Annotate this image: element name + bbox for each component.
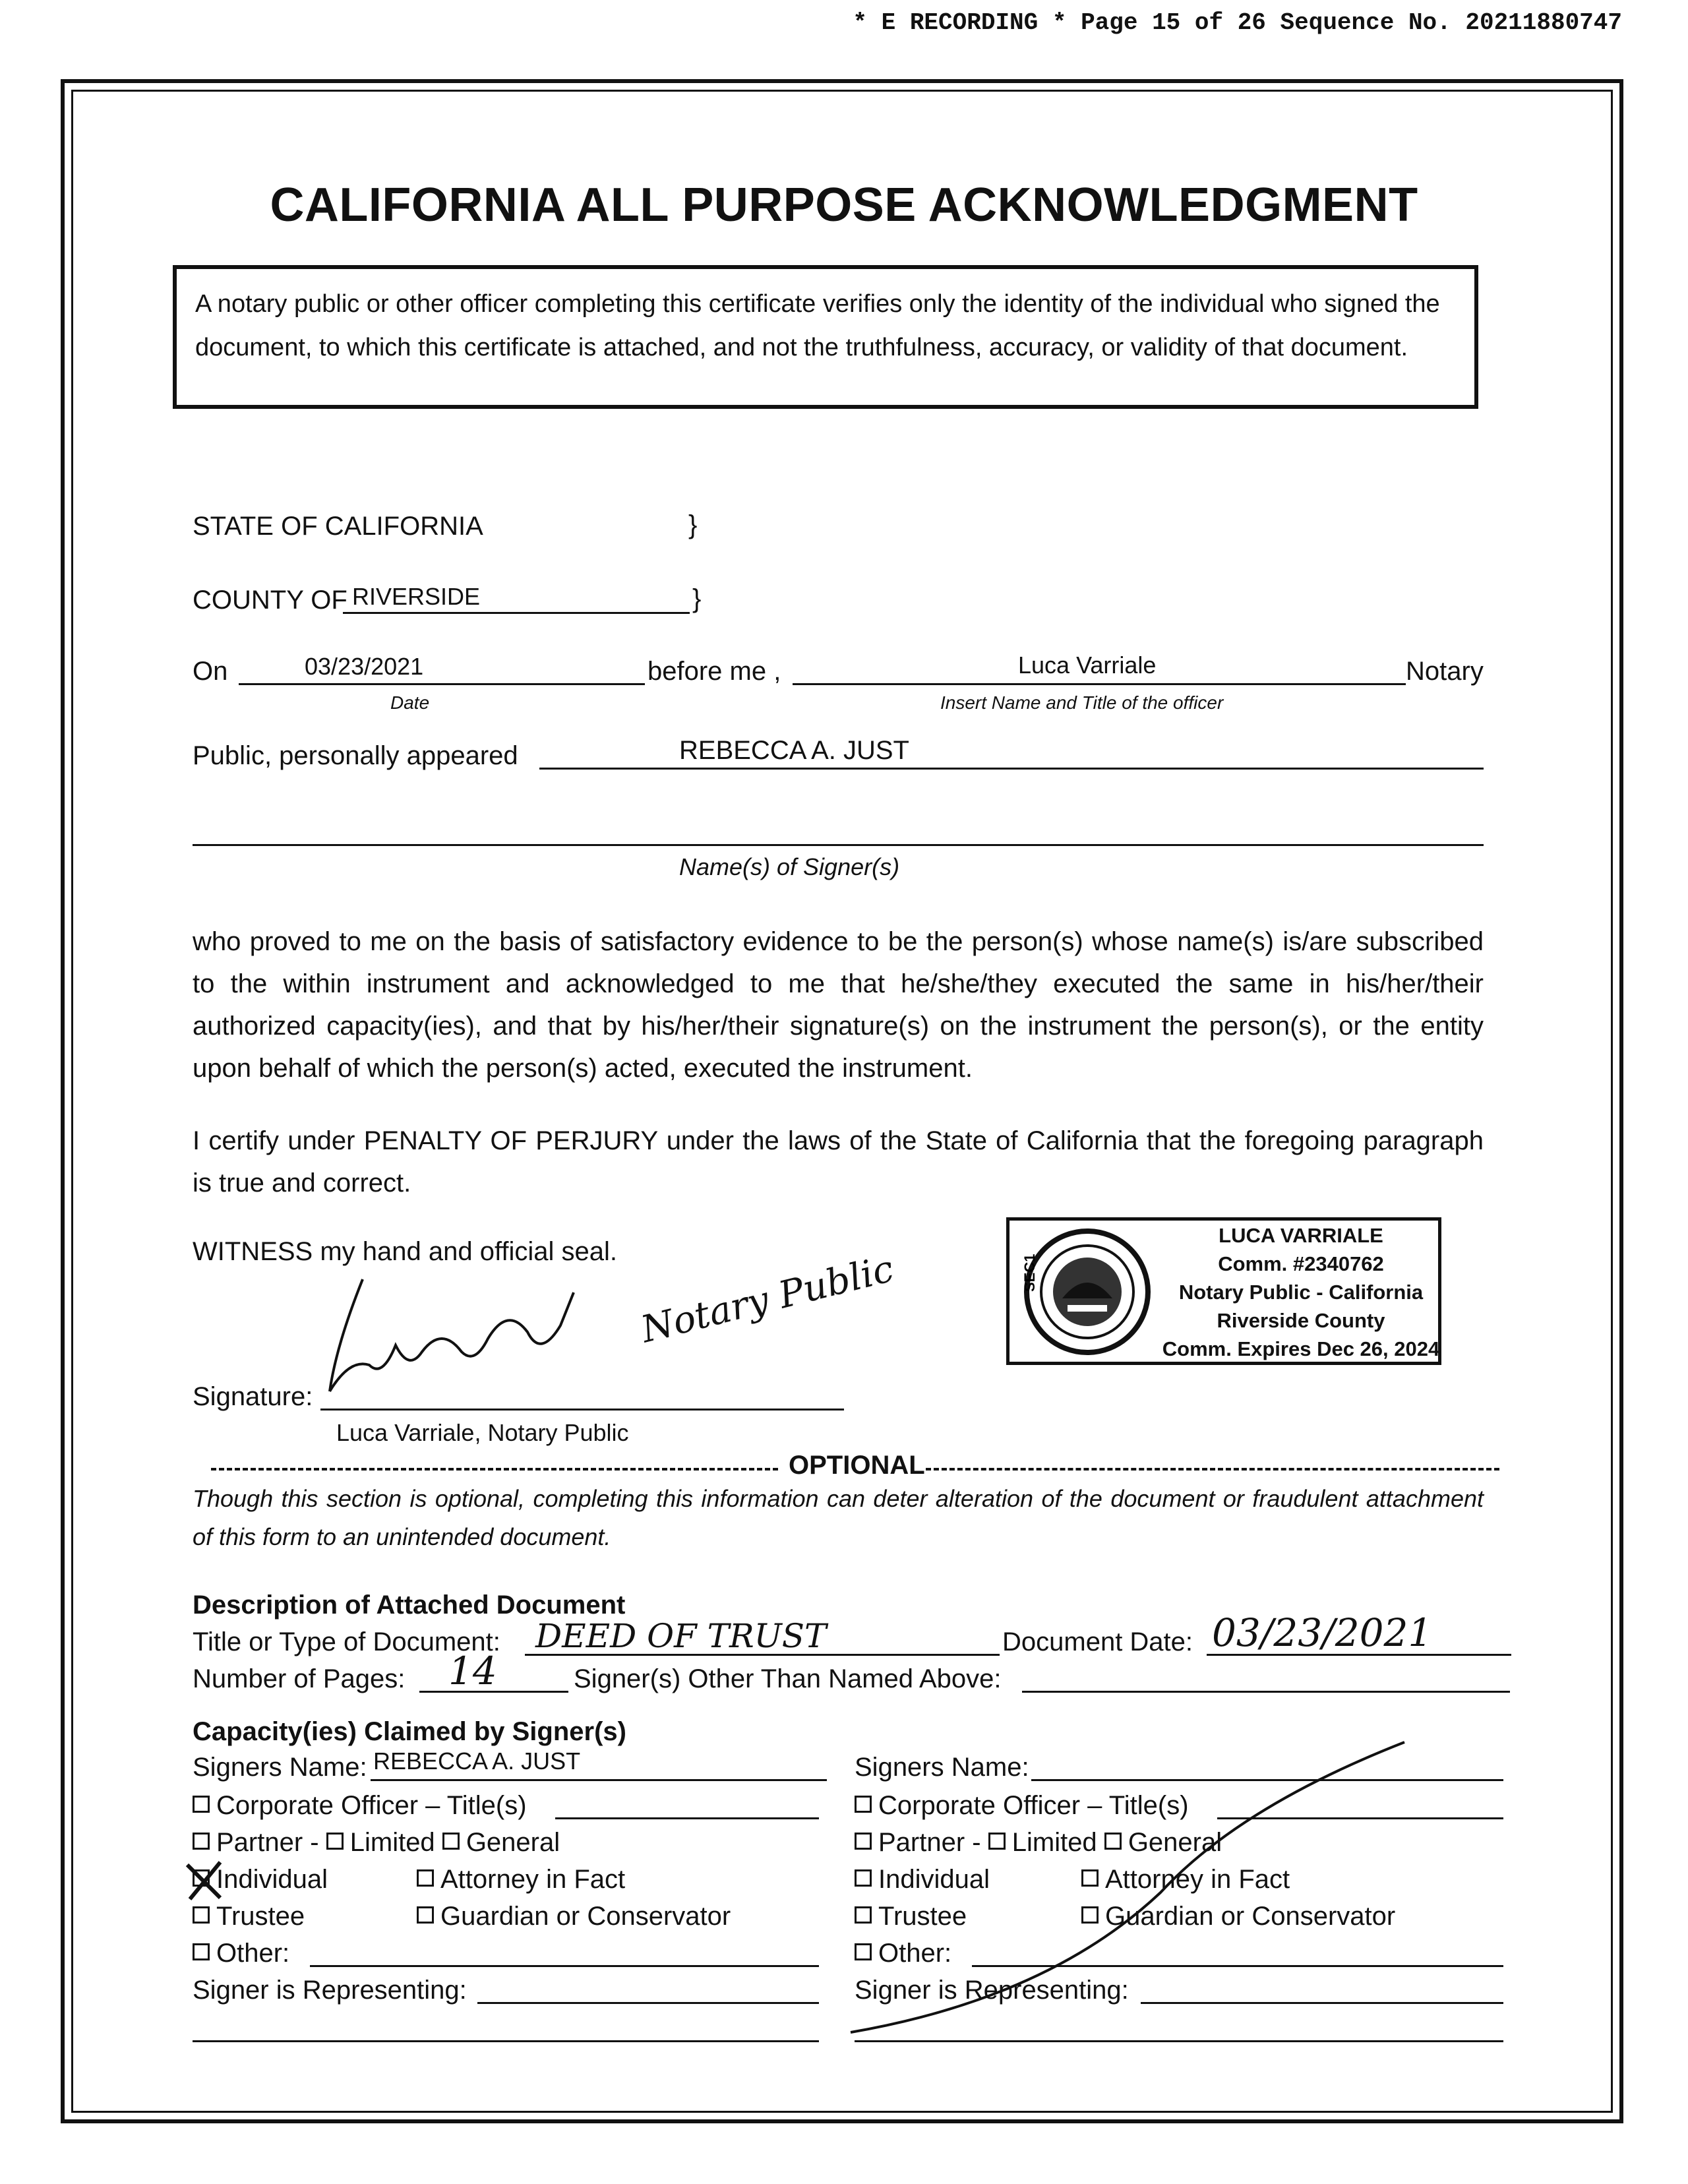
signature-printed-name: Luca Varriale, Notary Public (336, 1419, 629, 1446)
pages-label: Number of Pages: (193, 1664, 406, 1693)
doc-title-value: DEED OF TRUST (535, 1617, 827, 1655)
doc-title-label: Title or Type of Document: (193, 1627, 500, 1656)
left-representing-line-2 (193, 2040, 819, 2042)
seal-text (1159, 1221, 1443, 1363)
county-value: RIVERSIDE (352, 583, 481, 610)
seal-line-county: Riverside County (1217, 1309, 1385, 1332)
right-column-strike-line (831, 1734, 1411, 2038)
left-partner-row: Partner - Limited General (193, 1828, 560, 1858)
right-other-row: Other: (855, 1939, 951, 1968)
right-partner-row: Partner - Limited General (855, 1828, 1222, 1858)
before-me-label: before me , (648, 657, 781, 686)
capacities-heading: Capacity(ies) Claimed by Signer(s) (193, 1717, 626, 1746)
left-signers-name-value: REBECCA A. JUST (373, 1747, 581, 1774)
public-appeared-label: Public, personally appeared (193, 741, 518, 770)
notice-box: A notary public or other officer completing this certificate verifies only the identity of the individual who signed the document, to which this certificate is attached, and not the truthfulness, accuracy, or validity of that document. (173, 265, 1478, 409)
signature-scribble (310, 1266, 679, 1405)
state-brace: } (688, 510, 698, 539)
seal-line-title: Notary Public - California (1178, 1281, 1424, 1304)
appearance-date: 03/23/2021 (305, 653, 424, 680)
left-individual-row: Individual (193, 1865, 328, 1895)
left-guardian-checkbox (417, 1906, 434, 1924)
right-attorney-row: Attorney in Fact (1081, 1865, 1290, 1895)
optional-label: OPTIONAL (789, 1451, 925, 1480)
left-other-line (310, 1965, 819, 1967)
seal-line-name: LUCA VARRIALE (1219, 1224, 1383, 1247)
left-corporate-line (555, 1817, 819, 1819)
witness-line: WITNESS my hand and official seal. (193, 1237, 617, 1266)
left-limited-checkbox (326, 1833, 344, 1850)
right-signers-name-label: Signers Name: (855, 1753, 1029, 1782)
county-line (343, 612, 690, 614)
left-signers-name-line (371, 1779, 827, 1781)
left-representing-label: Signer is Representing: (193, 1976, 467, 2005)
left-other-checkbox (193, 1943, 210, 1960)
other-signers-line (1022, 1691, 1510, 1693)
signers-caption: Name(s) of Signer(s) (679, 853, 900, 880)
pages-value: 14 (448, 1649, 497, 1693)
optional-dash-right (926, 1468, 1499, 1471)
optional-dash-left (211, 1468, 778, 1471)
left-attorney-row: Attorney in Fact (417, 1865, 625, 1895)
signer-line (539, 768, 1484, 770)
left-general-checkbox (442, 1833, 460, 1850)
officer-caption: Insert Name and Title of the officer (940, 692, 1224, 713)
county-label: COUNTY OF (193, 586, 347, 615)
date-caption: Date (390, 692, 430, 713)
right-trustee-row: Trustee (855, 1902, 967, 1931)
county-brace: } (692, 584, 702, 613)
left-attorney-checkbox (417, 1869, 434, 1887)
left-guardian-row: Guardian or Conservator (417, 1902, 731, 1931)
doc-date-value: 03/23/2021 (1212, 1610, 1433, 1655)
on-label: On (193, 657, 228, 686)
individual-x-mark-icon (183, 1860, 226, 1902)
right-representing-line-2 (855, 2040, 1503, 2042)
right-individual-row: Individual (855, 1865, 990, 1895)
signature-line (320, 1409, 844, 1410)
signature-notary-note: Notary Public (636, 1247, 898, 1352)
left-corporate-checkbox (193, 1796, 210, 1813)
recording-header: * E RECORDING * Page 15 of 26 Sequence No. 20211880747 (853, 9, 1622, 36)
right-guardian-row: Guardian or Conservator (1081, 1902, 1395, 1931)
optional-note: Though this section is optional, completing this information can deter alteration of the document or fraudulent attachment of this form to an unintended document. (193, 1485, 1484, 1550)
officer-line (793, 683, 1406, 685)
left-trustee-row: Trustee (193, 1902, 305, 1931)
signature-label: Signature: (193, 1382, 313, 1411)
attached-doc-heading: Description of Attached Document (193, 1591, 626, 1620)
date-line (239, 683, 645, 685)
signer-line-2 (193, 844, 1484, 846)
proof-paragraph: who proved to me on the basis of satisfactory evidence to be the person(s) whose name(s) is/are subscribed to the within instrument and acknowledged to me that he/she/they executed the same in his/her/their authorized capacity(ies), and that by his/her/their signature(s) on the instrument the person(s), or the entity upon behalf of which the person(s) acted, executed the instrument. (193, 927, 1484, 1083)
left-signers-name-label: Signers Name: (193, 1753, 367, 1782)
notary-label: Notary (1406, 657, 1484, 686)
signer-name: REBECCA A. JUST (679, 736, 909, 765)
svg-text:SEC1: SEC1 (1021, 1254, 1038, 1292)
left-trustee-checkbox (193, 1906, 210, 1924)
left-other-row: Other: (193, 1939, 289, 1968)
document-title: CALIFORNIA ALL PURPOSE ACKNOWLEDGMENT (270, 179, 1418, 231)
right-corporate-officer: Corporate Officer – Title(s) (855, 1791, 1189, 1821)
certify-paragraph: I certify under PENALTY OF PERJURY under the laws of the State of California that the foregoing paragraph is true and correct. (193, 1126, 1484, 1198)
seal-line-commission: Comm. #2340762 (1218, 1252, 1384, 1275)
officer-name: Luca Varriale (1018, 652, 1157, 679)
doc-date-label: Document Date: (1002, 1627, 1193, 1656)
right-representing-label: Signer is Representing: (855, 1976, 1129, 2005)
seal-line-expires: Comm. Expires Dec 26, 2024 (1162, 1337, 1440, 1360)
left-representing-line (477, 2002, 819, 2004)
left-corporate-officer: Corporate Officer – Title(s) (193, 1791, 527, 1821)
state-label: STATE OF CALIFORNIA (193, 512, 483, 541)
other-signers-label: Signer(s) Other Than Named Above: (574, 1664, 1002, 1693)
left-partner-checkbox (193, 1833, 210, 1850)
